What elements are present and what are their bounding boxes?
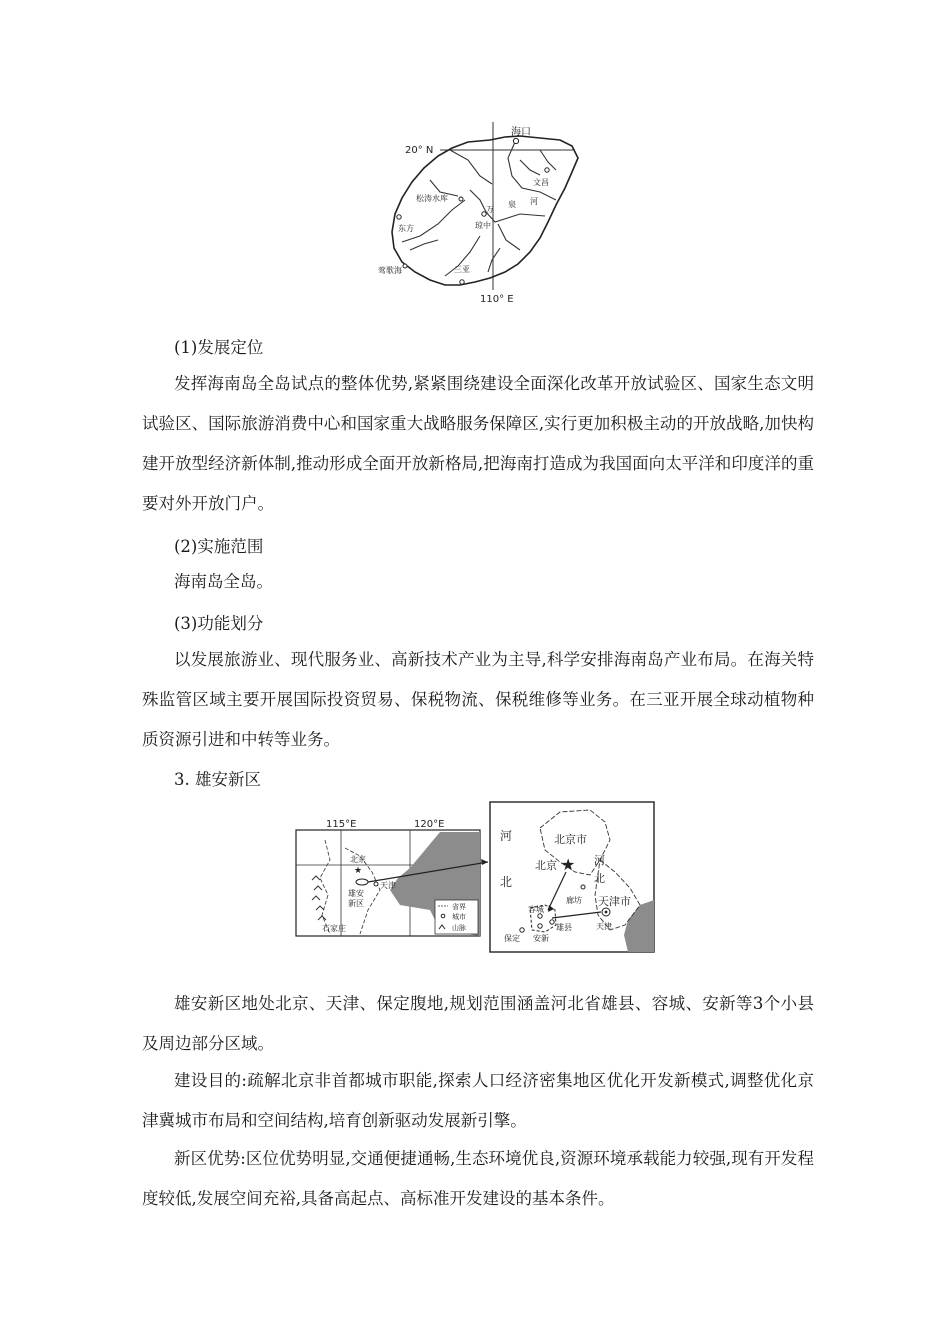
shijiazhuang-label: 石家庄 [322, 924, 346, 933]
right-beijing-label: 北京 [535, 859, 557, 872]
longitude-label: 110° E [480, 294, 514, 305]
wan-label: 万 [486, 205, 494, 214]
haikou-marker [513, 138, 518, 143]
hebei-bei-label: 北 [594, 872, 605, 885]
beijing-shi-label: 北京市 [554, 833, 587, 846]
paragraph-xiongan-location: 雄安新区地处北京、天津、保定腹地,规划范围涵盖河北省雄县、容城、安新等3个小县及周边部分区域。 [142, 994, 814, 1053]
star-icon: ★ [354, 866, 363, 876]
right-bei-label: 北 [500, 875, 513, 889]
regional-map [296, 819, 480, 936]
left-tianjin-label: 天津 [380, 881, 396, 890]
baoding-marker [520, 928, 524, 932]
haikou-label: 海口 [511, 127, 531, 138]
legend-province: 省界 [452, 903, 466, 911]
hainan-map [378, 120, 585, 308]
rongcheng-marker [538, 914, 542, 918]
xiongan-label-line2: 新区 [348, 899, 364, 908]
heading-function-division: (3)功能划分 [174, 614, 264, 633]
yinggehai-label: 莺歌海 [378, 266, 402, 275]
xiongan-label-line1: 雄安 [348, 889, 364, 898]
langfang-label: 廊坊 [566, 896, 582, 905]
heading-implementation-scope: (2)实施范围 [174, 537, 264, 556]
dongfang-marker [397, 215, 401, 219]
dongfang-label: 东方 [398, 224, 414, 233]
beijing-star-icon: ★ [561, 855, 576, 874]
legend-city: 城市 [452, 913, 466, 921]
sanya-label: 三亚 [454, 265, 470, 274]
qiongzhong-label: 琼中 [475, 221, 491, 230]
paragraph-function-division: 以发展旅游业、现代服务业、高新技术产业为主导,科学安排海南岛产业布局。在海关特殊监管区域主要开展国际投资贸易、保税物流、保税维修等业务。在三亚开展全球动植物种质资源引进和中转等业务。 [142, 650, 814, 749]
xiongxian-marker [550, 920, 554, 924]
detail-map [490, 802, 654, 952]
arrow-head-icon [481, 859, 488, 865]
heading-development-positioning: (1)发展定位 [174, 338, 264, 357]
paragraph-xiongan-advantage: 新区优势:区位优势明显,交通便捷通畅,生态环境优良,资源环境承载能力较强,现有开发程度较低,发展空间充裕,具备高起点、高标准开发建设的基本条件。 [142, 1149, 814, 1208]
paragraph-xiongan-purpose: 建设目的:疏解北京非首都城市职能,探索人口经济密集地区优化开发新模式,调整优化京津冀城市布局和空间结构,培育创新驱动发展新引擎。 [142, 1071, 814, 1130]
yinggehai-marker [403, 264, 407, 268]
anxin-marker [538, 924, 542, 928]
xiongan-map [290, 798, 660, 960]
langfang-marker [581, 885, 585, 889]
baoding-label: 保定 [504, 934, 520, 943]
paragraph-development-positioning: 发挥海南岛全岛试点的整体优势,紧紧围绕建设全面深化改革开放试验区、国家生态文明试验区、国际旅游消费中心和国家重大战略服务保障区,实行更加积极主动的开放战略,加快构建开放型经济新体制,推动形成全面开放新格局,把海南打造成为我国面向太平洋和印度洋的重要对外开放门户。 [142, 374, 814, 513]
wenchang-label: 文昌 [533, 178, 549, 187]
paragraph-implementation-scope: 海南岛全岛。 [174, 572, 273, 591]
rongcheng-label: 容城 [528, 905, 544, 914]
songtao-marker [459, 197, 463, 201]
anxin-label: 安新 [533, 934, 549, 943]
left-tianjin-marker [374, 882, 378, 886]
rivers [402, 142, 556, 276]
right-he-label: 河 [500, 829, 513, 843]
quan-label: 泉 [508, 200, 516, 209]
xiongxian-label: 雄县 [556, 923, 572, 932]
sanya-marker [460, 280, 464, 284]
lon-115-label: 115°E [326, 819, 357, 830]
tianjin-shi-label: 天津市 [598, 895, 631, 908]
left-beijing-label: 北京 [350, 855, 366, 864]
right-tianjin-label: 天津 [596, 922, 612, 931]
wenchang-marker [545, 168, 549, 172]
lon-120-label: 120°E [414, 819, 445, 830]
hebei-he-label: 河 [594, 854, 605, 867]
songtao-label: 松涛水库 [416, 194, 448, 203]
city-markers [397, 138, 549, 284]
heading-xiongan: 3. 雄安新区 [174, 770, 261, 789]
he-label: 河 [530, 197, 538, 206]
legend-mountain: 山脉 [452, 924, 466, 932]
tianjin-marker-inner [605, 911, 608, 914]
latitude-label: 20° N [405, 145, 434, 156]
